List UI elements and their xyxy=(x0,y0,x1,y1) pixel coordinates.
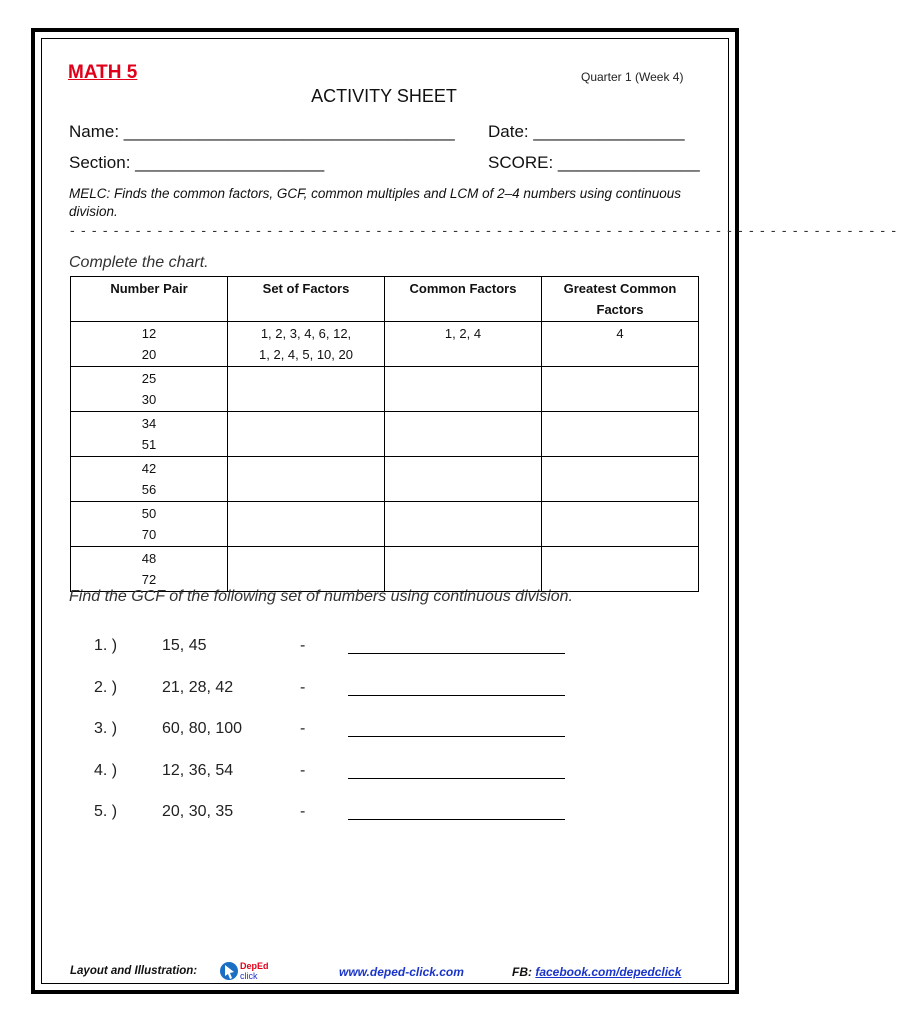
table-row xyxy=(71,547,699,592)
question-dash: - xyxy=(300,679,306,696)
number-a: 25 xyxy=(141,371,157,386)
gcf-cell[interactable] xyxy=(542,457,699,502)
date-field[interactable]: Date: ________________ xyxy=(488,122,685,141)
factors-cell[interactable] xyxy=(228,502,385,547)
common-factors-cell[interactable] xyxy=(385,502,542,547)
table-row xyxy=(71,412,699,457)
factors-cell[interactable] xyxy=(228,547,385,592)
question-numbers: 60, 80, 100 xyxy=(162,720,243,737)
question-number: 5. ) xyxy=(94,803,118,820)
question-number: 1. ) xyxy=(94,637,118,654)
number-pair-cell xyxy=(71,502,228,547)
name-field[interactable]: Name: ___________________________________ xyxy=(69,122,455,141)
table-row xyxy=(71,322,699,367)
chart-header-row xyxy=(71,277,699,322)
score-field[interactable]: SCORE: _______________ xyxy=(488,153,700,172)
subject-heading: MATH 5 xyxy=(68,62,138,83)
number-a: 50 xyxy=(141,506,157,521)
number-pair-cell xyxy=(71,322,228,367)
dashed-divider: - - - - - - - - - - - - - - - - - - - - - - - - - - - - - - - - - - - - - - - - - - - - - - - - - - - - - - - - - - - - - - - - - - - - - - - - - - - - xyxy=(70,222,897,238)
gcf-cell[interactable] xyxy=(542,412,699,457)
facebook-credit xyxy=(512,965,681,979)
common-factors-cell[interactable] xyxy=(385,547,542,592)
number-b: 56 xyxy=(141,482,157,497)
factors-cell[interactable] xyxy=(228,412,385,457)
question-number: 2. ) xyxy=(94,679,118,696)
number-b: 70 xyxy=(141,527,157,542)
common-factors-cell[interactable] xyxy=(385,457,542,502)
question-number: 4. ) xyxy=(94,762,118,779)
question-numbers: 12, 36, 54 xyxy=(162,762,234,779)
common-factors-cell[interactable]: 1, 2, 4 xyxy=(385,322,542,367)
table-row xyxy=(71,457,699,502)
header-set-of-factors: Set of Factors xyxy=(228,277,385,322)
section-field[interactable]: Section: ____________________ xyxy=(69,153,325,172)
gcf-cell[interactable] xyxy=(542,547,699,592)
number-a: 12 xyxy=(141,326,157,341)
question-numbers: 15, 45 xyxy=(162,637,207,654)
factors-chart xyxy=(70,276,699,592)
website-link[interactable]: www.deped-click.com xyxy=(339,965,464,979)
layout-illustration-label: Layout and Illustration: xyxy=(70,965,198,977)
facebook-link[interactable]: facebook.com/depedclick xyxy=(535,965,682,979)
table-row xyxy=(71,502,699,547)
number-pair-cell xyxy=(71,457,228,502)
header-gcf: Greatest Common Factors xyxy=(542,277,699,322)
answer-line[interactable] xyxy=(348,695,565,696)
factors-a: 1, 2, 3, 4, 6, 12, xyxy=(260,326,352,341)
question-dash: - xyxy=(300,637,306,654)
answer-line[interactable] xyxy=(348,778,565,779)
question-dash: - xyxy=(300,803,306,820)
number-b: 72 xyxy=(141,572,157,587)
chart-instruction: Complete the chart. xyxy=(69,254,209,271)
logo-text-top: DepEd xyxy=(240,961,269,971)
factors-cell[interactable] xyxy=(228,457,385,502)
number-b: 51 xyxy=(141,437,157,452)
header-number-pair: Number Pair xyxy=(71,277,228,322)
number-pair-cell xyxy=(71,412,228,457)
question-dash: - xyxy=(300,720,306,737)
question-numbers: 20, 30, 35 xyxy=(162,803,234,820)
question-number: 3. ) xyxy=(94,720,118,737)
factors-cell[interactable] xyxy=(228,322,385,367)
gcf-cell[interactable] xyxy=(542,502,699,547)
number-b: 20 xyxy=(141,347,157,362)
factors-b: 1, 2, 4, 5, 10, 20 xyxy=(259,347,353,362)
common-factors-cell[interactable] xyxy=(385,412,542,457)
gcf-instruction: Find the GCF of the following set of numbers using continuous division. xyxy=(69,588,573,605)
melc-text: MELC: Finds the common factors, GCF, common multiples and LCM of 2–4 numbers using continuous division. xyxy=(69,186,682,219)
gcf-cell[interactable]: 4 xyxy=(542,322,699,367)
logo-text-bottom: click xyxy=(240,971,258,981)
answer-line[interactable] xyxy=(348,819,565,820)
number-b: 30 xyxy=(141,392,157,407)
factors-cell[interactable] xyxy=(228,367,385,412)
gcf-cell[interactable] xyxy=(542,367,699,412)
number-pair-cell xyxy=(71,547,228,592)
question-dash: - xyxy=(300,762,306,779)
table-row xyxy=(71,367,699,412)
fb-label: FB: xyxy=(512,965,536,979)
number-a: 42 xyxy=(141,461,157,476)
question-numbers: 21, 28, 42 xyxy=(162,679,234,696)
common-factors-cell[interactable] xyxy=(385,367,542,412)
number-a: 48 xyxy=(141,551,157,566)
answer-line[interactable] xyxy=(348,736,565,737)
number-a: 34 xyxy=(141,416,157,431)
number-pair-cell xyxy=(71,367,228,412)
page-title: ACTIVITY SHEET xyxy=(311,86,457,106)
quarter-label: Quarter 1 (Week 4) xyxy=(581,70,684,84)
deped-click-logo xyxy=(218,960,270,982)
answer-line[interactable] xyxy=(348,653,565,654)
header-common-factors: Common Factors xyxy=(385,277,542,322)
